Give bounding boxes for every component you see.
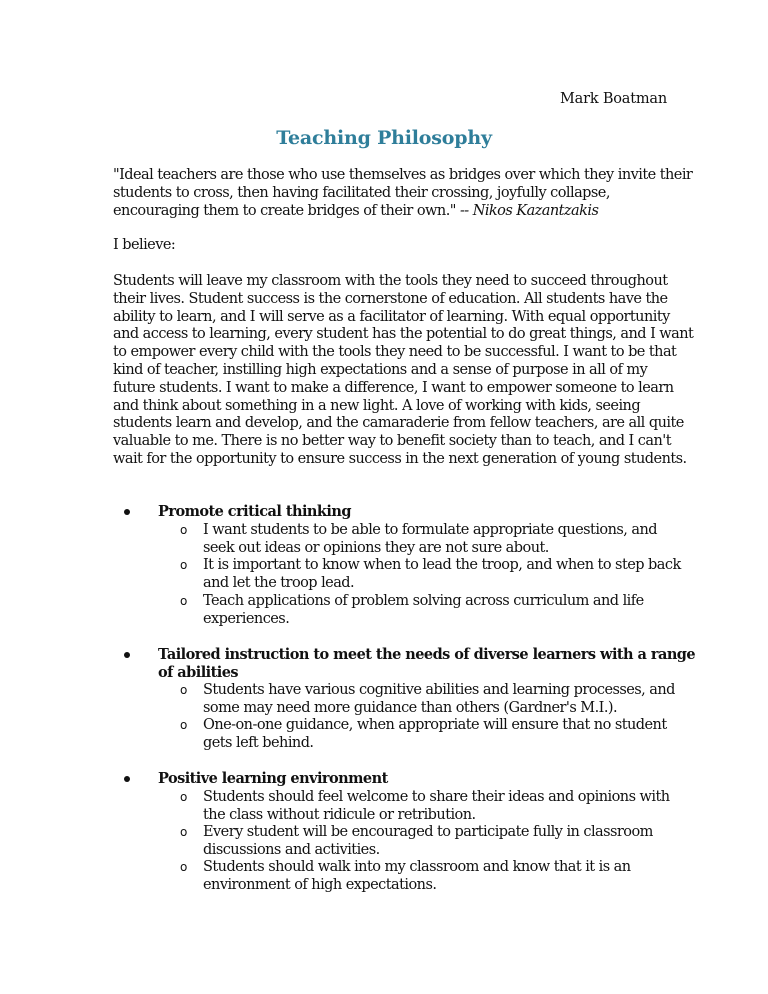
sub-item-line: Every student will be encouraged to participate fully in classroom	[203, 824, 653, 840]
sub-item-line: some may need more guidance than others (Gardner's M.I.).	[203, 699, 618, 716]
sub-item-line: Students have various cognitive abilities and learning processes, and	[203, 682, 675, 698]
quote-attribution: -- Nikos Kazantzakis	[459, 202, 599, 219]
sub-item-line: Students should feel welcome to share their ideas and opinions with	[203, 789, 670, 805]
paragraph-line: ability to learn, and I will serve as a facilitator of learning. With equal opportunity	[113, 308, 670, 325]
bullet-dot-icon	[124, 776, 130, 782]
paragraph-line: wait for the opportunity to ensure success in the next generation of young students.	[113, 450, 687, 467]
bullet-dot-icon	[124, 509, 130, 515]
sub-item-line: and let the troop lead.	[203, 574, 355, 591]
believe-heading: I believe:	[113, 237, 176, 253]
sub-item-line: It is important to know when to lead the troop, and when to step back	[203, 557, 681, 573]
sub-item-line: the class without ridicule or retribution.	[203, 806, 476, 823]
sub-bullet-icon: o	[180, 558, 188, 572]
page-title: Teaching Philosophy	[276, 127, 492, 149]
sub-bullet-icon: o	[180, 790, 188, 804]
bullet-heading	[158, 503, 351, 521]
quote-line: students to cross, then having facilitated their crossing, joyfully collapse,	[113, 184, 610, 201]
sub-bullet-icon: o	[180, 860, 188, 874]
sub-bullet-icon: o	[180, 825, 188, 839]
paragraph-line: and access to learning, every student has the potential to do great things, and I want	[113, 326, 694, 343]
sub-item-text	[203, 593, 644, 629]
paragraph-line: valuable to me. There is no better way to benefit society than to teach, and I can't	[113, 433, 671, 450]
sub-bullet-icon: o	[180, 594, 188, 608]
sub-item-line: Students should walk into my classroom and know that it is an	[203, 859, 631, 875]
sub-bullet-icon: o	[180, 523, 188, 537]
bullet-heading-line: of abilities	[158, 663, 239, 681]
sub-item-line: gets left behind.	[203, 734, 314, 751]
paragraph-line: their lives. Student success is the cornerstone of education. All students have the	[113, 290, 668, 307]
bullet-heading-line: Tailored instruction to meet the needs of diverse learners with a range	[158, 646, 696, 663]
bullet-heading-line: Promote critical thinking	[158, 503, 351, 520]
sub-item-text	[203, 682, 675, 718]
paragraph-line: kind of teacher, instilling high expectations and a sense of purpose in all of my	[113, 361, 648, 378]
sub-bullet-icon: o	[180, 683, 188, 697]
bullet-heading	[158, 646, 695, 682]
sub-item-text	[203, 717, 667, 753]
sub-item-line: discussions and activities.	[203, 841, 380, 858]
paragraph-line: to empower every child with the tools they need to be successful. I want to be that	[113, 344, 677, 361]
sub-item-text	[203, 859, 631, 895]
author-name: Mark Boatman	[560, 91, 668, 107]
sub-item-line: One-on-one guidance, when appropriate will ensure that no student	[203, 717, 667, 733]
sub-item-text	[203, 522, 657, 558]
quote-text: encouraging them to create bridges of their own."	[113, 202, 460, 219]
paragraph-line: Students will leave my classroom with the tools they need to succeed throughout	[113, 273, 668, 289]
sub-item-text	[203, 789, 670, 825]
sub-item-text	[203, 557, 681, 593]
paragraph-line: and think about something in a new light. A love of working with kids, seeing	[113, 397, 641, 414]
sub-item-line: Teach applications of problem solving across curriculum and life	[203, 593, 644, 609]
sub-bullet-icon: o	[180, 718, 188, 732]
sub-item-line: experiences.	[203, 610, 290, 627]
paragraph-line: students learn and develop, and the camaraderie from fellow teachers, are all quite	[113, 415, 684, 432]
sub-item-text	[203, 824, 653, 860]
sub-item-line: I want students to be able to formulate appropriate questions, and	[203, 522, 658, 538]
bullet-heading-line: Positive learning environment	[158, 770, 388, 787]
quote-line: "Ideal teachers are those who use themselves as bridges over which they invite their	[113, 167, 693, 183]
paragraph-line: future students. I want to make a difference, I want to empower someone to learn	[113, 379, 674, 396]
sub-item-line: environment of high expectations.	[203, 876, 437, 893]
bullet-heading	[158, 770, 388, 788]
sub-item-line: seek out ideas or opinions they are not sure about.	[203, 539, 549, 556]
bullet-dot-icon	[124, 652, 130, 658]
